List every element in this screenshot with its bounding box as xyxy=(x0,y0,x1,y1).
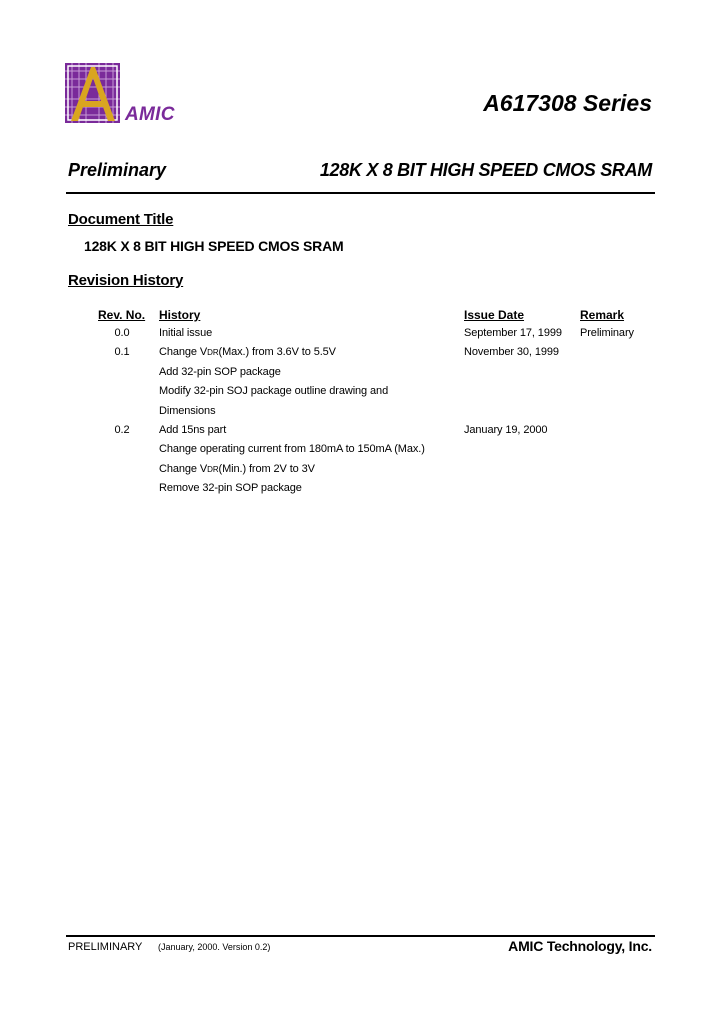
table-row xyxy=(0,324,720,343)
table-row xyxy=(0,479,720,498)
rev-cell: 0.1 xyxy=(114,346,130,359)
table-row xyxy=(0,402,720,421)
footer-company: AMIC Technology, Inc. xyxy=(508,938,652,954)
table-row xyxy=(0,343,720,362)
product-title: 128K X 8 BIT HIGH SPEED CMOS SRAM xyxy=(319,160,652,180)
table-row xyxy=(0,460,720,479)
history-cell: Initial issue xyxy=(159,327,213,339)
col-header-remark: Remark xyxy=(580,308,625,322)
history-cell: Modify 32-pin SOJ package outline drawing and xyxy=(159,385,389,398)
brand-name: AMIC xyxy=(125,104,175,125)
document-title-heading: Document Title xyxy=(68,211,174,228)
history-text: (Max.) from 3.6V to 5.5V xyxy=(218,346,336,359)
footer-status: PRELIMINARY xyxy=(68,941,143,953)
history-cell: Add 32-pin SOP package xyxy=(159,365,281,378)
history-cell xyxy=(159,343,336,362)
history-text: Change V xyxy=(159,462,208,475)
history-cell: Dimensions xyxy=(159,404,216,417)
history-cell: Change operating current from 180mA to 150mA (Max.) xyxy=(159,443,425,456)
col-header-rev: Rev. No. xyxy=(98,308,146,322)
history-text: Change V xyxy=(159,346,208,359)
footer-divider xyxy=(66,935,655,937)
series-title: A617308 Series xyxy=(483,90,652,116)
table-row xyxy=(0,363,720,382)
subscript-text: DR xyxy=(207,348,219,358)
history-cell: Remove 32-pin SOP package xyxy=(159,482,302,495)
subscript-text: DR xyxy=(207,464,219,474)
footer-version: (January, 2000. Version 0.2) xyxy=(158,942,271,952)
date-cell: September 17, 1999 xyxy=(464,327,562,339)
table-row xyxy=(0,382,720,401)
rev-cell: 0.0 xyxy=(114,327,130,339)
remark-cell: Preliminary xyxy=(580,327,634,339)
table-row xyxy=(0,440,720,459)
rev-cell: 0.2 xyxy=(114,423,130,436)
header-divider xyxy=(66,192,655,194)
status-label: Preliminary xyxy=(68,160,167,180)
history-cell xyxy=(159,460,315,479)
document-title-text: 128K X 8 BIT HIGH SPEED CMOS SRAM xyxy=(84,238,344,254)
date-cell: November 30, 1999 xyxy=(464,346,559,359)
history-cell: Add 15ns part xyxy=(159,423,227,436)
revision-history-heading: Revision History xyxy=(68,272,184,289)
col-header-date: Issue Date xyxy=(464,308,525,322)
col-header-history: History xyxy=(159,308,201,322)
amic-logo-icon xyxy=(65,63,120,123)
history-text: (Min.) from 2V to 3V xyxy=(218,462,315,475)
revision-table-body xyxy=(0,324,720,499)
table-row xyxy=(0,421,720,440)
date-cell: January 19, 2000 xyxy=(464,423,548,436)
